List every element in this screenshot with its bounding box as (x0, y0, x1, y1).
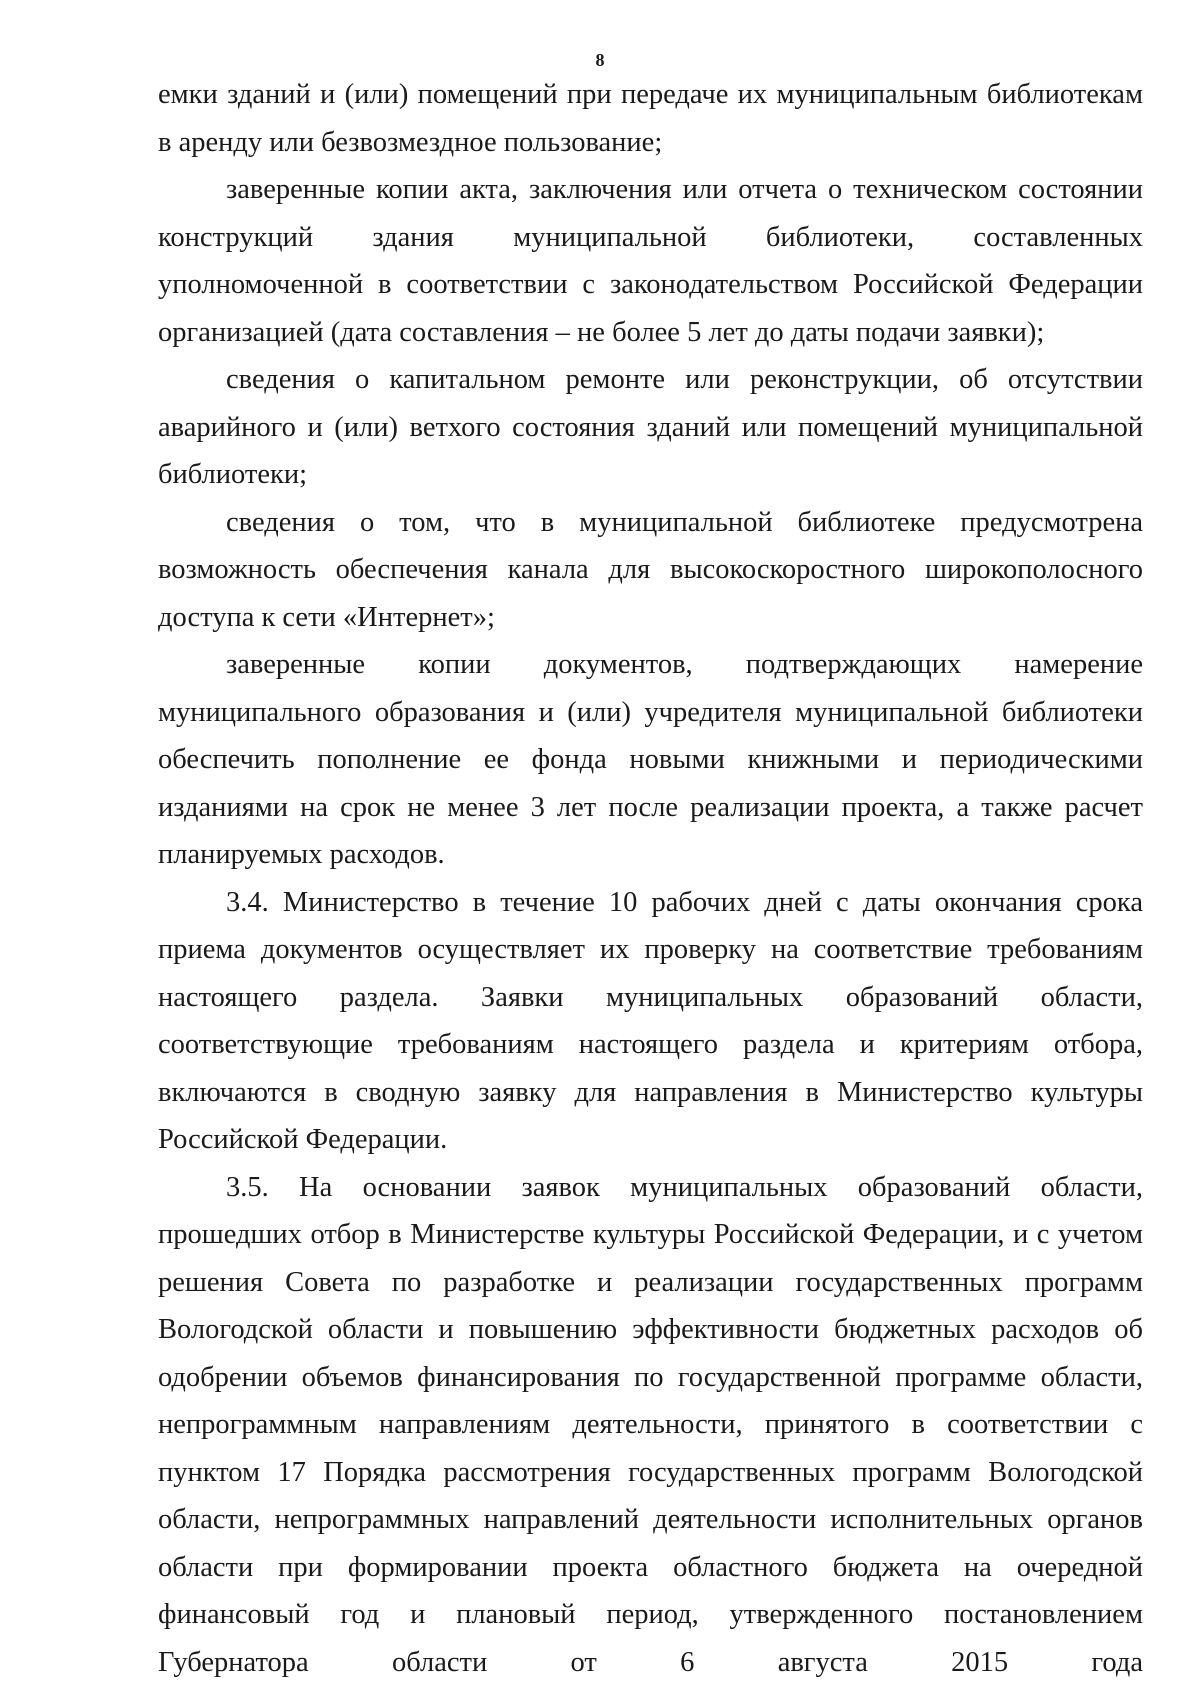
paragraph-repair-info: сведения о капитальном ремонте или реконструкции, об отсутствии аварийного и (или) ветхого состояния зданий или помещений муниципальной библиотеки; (158, 364, 1143, 490)
paragraph-continuation: емки зданий и (или) помещений при передаче их муниципальным библиотекам в аренду или безвозмездное пользование; (158, 79, 1143, 158)
paragraph-internet-access: сведения о том, что в муниципальной библиотеке предусмотрена возможность обеспечения канала для высокоскоростного широкополосного доступа к сети «Интернет»; (158, 506, 1143, 633)
paragraph-technical-condition-copies: заверенные копии акта, заключения или отчета о техническом состоянии конструкций здания муниципальной библиотеки, составленных уполномоченной в соответствии с законодательством Российской Федерации организацией (дата составления – не более 5 лет до даты подачи заявки); (158, 174, 1143, 348)
document-body (158, 71, 1143, 1686)
paragraph-section-3-4: 3.4. Министерство в течение 10 рабочих дней с даты окончания срока приема документов осуществляет их проверку на соответствие требованиям настоящего раздела. Заявки муниципальных образований области, соответствующие требованиям настоящего раздела и критериям отбора, включаются в сводную заявку для направления в Министерство культуры Российской Федерации. (158, 886, 1143, 1155)
page-number: 8 (595, 50, 605, 70)
paragraph-fund-replenishment: заверенные копии документов, подтверждающих намерение муниципального образования и (или) учредителя муниципальной библиотеки обеспечить пополнение ее фонда новыми книжными и периодическими изданиями на срок не менее 3 лет после реализации проекта, а также расчет планируемых расходов. (158, 649, 1143, 870)
paragraph-section-3-5: 3.5. На основании заявок муниципальных образований области, прошедших отбор в Министерстве культуры Российской Федерации, и с учетом решения Совета по разработке и реализации государственных программ Вологодской области и повышению эффективности бюджетных расходов об одобрении объемов финансирования по государственной программе области, непрограммным направлениям деятельности, принятого в соответствии с пунктом 17 Порядка рассмотрения государственных программ Вологодской области, непрограммных направлений деятельности исполнительных органов области при формировании проекта областного бюджета на очередной финансовый год и плановый период, утвержденного постановлением Губернатора области от 6 августа 2015 года (158, 1171, 1143, 1678)
